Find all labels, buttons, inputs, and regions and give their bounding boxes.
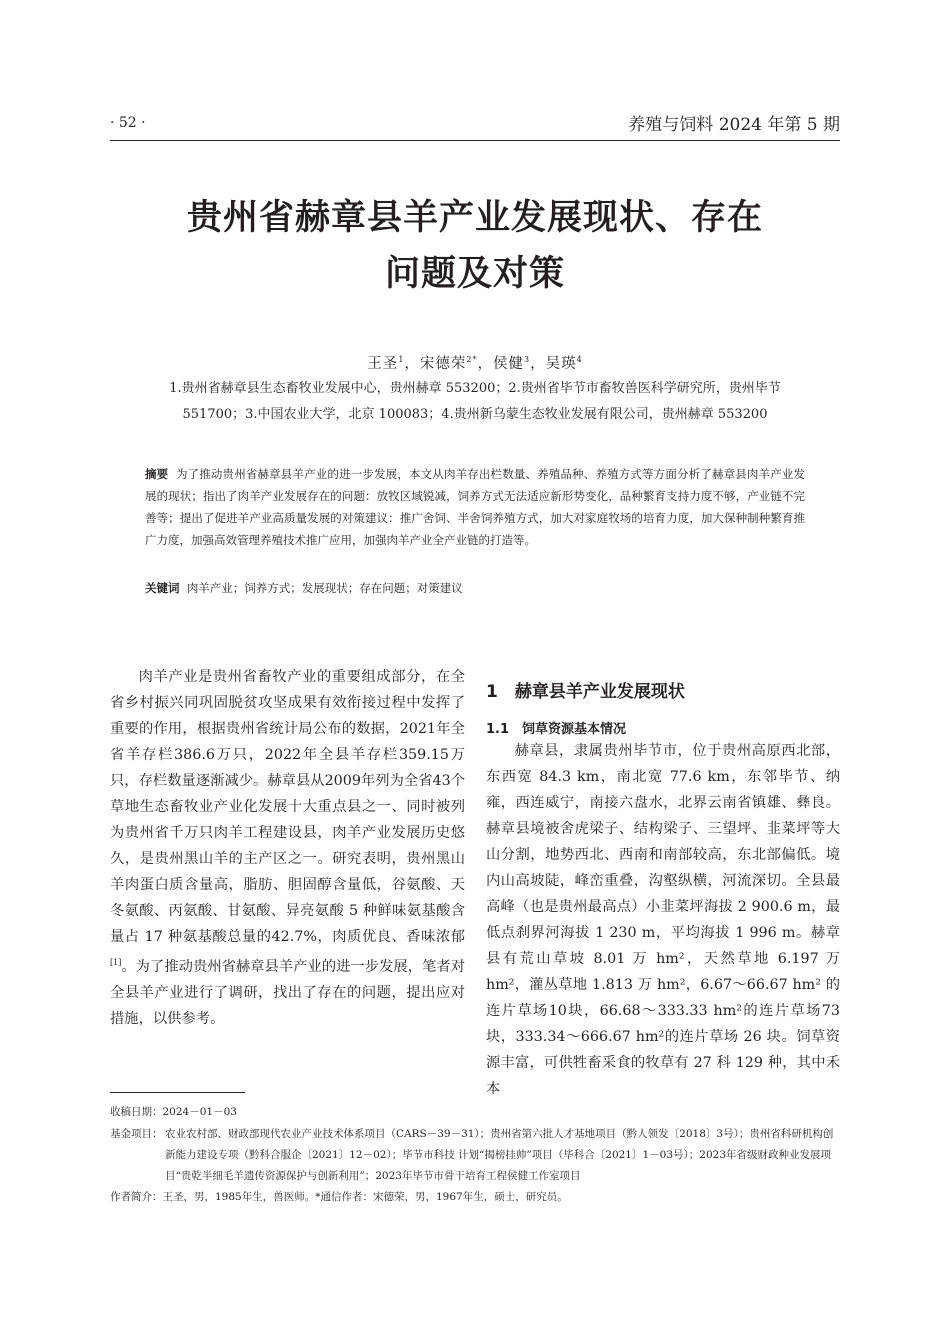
title-line-2: 问题及对策	[384, 254, 565, 294]
affiliation-line: 1.贵州省赫章县生态畜牧业发展中心，贵州赫章 553200；2.贵州省毕节市畜牧兽医科学研究所，贵州毕节	[169, 381, 781, 396]
author-affil-mark: 3	[524, 355, 531, 365]
author-name: 宋德荣	[419, 356, 467, 372]
intro-column	[110, 664, 465, 1032]
journal-name: 养殖与饲料 2024 年第 5 期	[628, 115, 840, 135]
received-date: 收稿日期：2024－01－03	[110, 1106, 237, 1118]
footnote-rule	[110, 1092, 245, 1093]
paper-title	[60, 190, 890, 302]
section-paragraph: 赫章县，隶属贵州毕节市，位于贵州高原西北部，东西宽 84.3 km，南北宽 77.6 km，东邻毕节、纳雍，西连威宁，南接六盘水，北界云南省镇雄、彝良。赫章县境被舍虎梁子、结构梁子、三望坪、韭菜坪等大山分割，地势西北、西南和南部较高，东北部偏低。境内山高坡陡，峰峦重叠，沟壑纵横，河流深切。全县最高峰（也是贵州最高点）小韭菜坪海拔 2 900.6 m，最低点刹界河海拔 1 230 m，平均海拔 1 996 m。赫章县有荒山草坡 8.01 万 hm²，天然草地 6.197 万 hm²，灌丛草地 1.813 万 hm²，6.67～66.67 hm² 的连片草场10块，66.68～333.33 hm²的连片草场73块，333.34～666.67 hm²的连片草场 26 块。饲草资源丰富，可供牲畜采食的牧草有 27 科 129 种，其中禾本	[486, 743, 840, 1097]
keywords-text: 肉羊产业；饲养方式；发展现状；存在问题；对策建议	[186, 581, 463, 595]
author-name: 王圣	[367, 356, 399, 372]
abstract-text: 为了推动贵州省赫章县羊产业的进一步发展，本文从肉羊存出栏数量、养殖品种、养殖方式等方面分析了赫章县肉羊产业发展的现状；指出了肉羊产业发展存在的问题：放牧区域锐减，饲养方式无法适应新形势变化，品种繁育支持力度不够，产业链不完善等；提出了促进羊产业高质量发展的对策建议：推广舍饲、半舍饲养殖方式，加大对家庭牧场的培育力度，加大保种制种繁育推广力度，加强高效管理养殖技术推广应用，加强肉羊产业全产业链的打造等。	[145, 467, 806, 547]
fund-text: 农业农村部、财政部现代农业产业技术体系项目（CARS－39－31）；贵州省第六批人才基地项目（黔人领发〔2018〕3号）；贵州省科研机构创新能力建设专项（黔科合服企〔2021〕12－02）；毕节市科技 计划“揭榜挂帅”项目（毕科合〔2021〕1－03号）；2023年省级财政种业发展项目“贵乾半细毛羊遗传资源保护与创新利用”；2023年毕节市骨干培育工程侯健工作室项目	[165, 1128, 834, 1182]
right-column	[486, 738, 840, 1102]
title-line-1: 贵州省赫章县羊产业发展现状、存在	[186, 198, 763, 238]
fund-label: 基金项目：	[110, 1128, 163, 1140]
affiliations	[110, 376, 840, 428]
affiliation-line: 551700；3.中国农业大学，北京 100083；4.贵州新乌蒙生态牧业发展有限公司，贵州赫章 553200	[182, 407, 768, 422]
intro-paragraph	[110, 664, 465, 1032]
citation-ref: [1]	[110, 958, 122, 967]
header-rule	[110, 140, 840, 141]
author-info: 作者简介：王圣，男，1985年生，兽医师。*通信作者：宋德荣，男，1967年生，硕士，研究员。	[110, 1191, 568, 1203]
author-affil-mark: 1	[398, 355, 405, 365]
abstract-label: 摘要	[145, 467, 169, 481]
author-name: 侯健	[493, 356, 524, 372]
author-affil-mark: 2*	[466, 355, 478, 365]
page-number: · 52 ·	[110, 115, 146, 131]
keywords-label: 关键词	[145, 581, 180, 595]
intro-text: 肉羊产业是贵州省畜牧产业的重要组成部分，在全省乡村振兴同巩固脱贫攻坚成果有效衔接过程中发挥了重要的作用，根据贵州省统计局公布的数据，2021年全省羊存栏386.6万只，2022年全县羊存栏359.15万只，存栏数量逐渐减少。赫章县从2009年列为全省43个草地生态畜牧业产业化发展十大重点县之一、同时被列为贵州省千万只肉羊工程建设县，肉羊产业发展历史悠久，是贵州黑山羊的主产区之一。研究表明，贵州黑山羊肉蛋白质含量高，脂肪、胆固醇含量低，谷氨酸、天冬氨酸、丙氨酸、甘氨酸、异亮氨酸 5 种鲜味氨基酸含量占 17 种氨基酸总量的42.7%，肉质优良、香味浓郁	[110, 669, 465, 945]
author-name: 吴瑛	[545, 356, 577, 372]
author-affil-mark: 4	[576, 355, 583, 365]
section-heading-1-1: 1.1 饲草资源基本情况	[486, 722, 627, 737]
keywords	[145, 580, 805, 596]
abstract	[145, 463, 805, 551]
intro-text-end: 。为了推动贵州省赫章县羊产业的进一步发展，笔者对全县羊产业进行了调研，找出了存在的问题，提出应对措施，以供参考。	[110, 958, 465, 1027]
section-heading-1: 1 赫章县羊产业发展现状	[486, 682, 685, 702]
author-list: 王圣$^1$，宋德荣$^{2*}$，侯健$^3$，吴瑛$^4$	[367, 355, 583, 372]
